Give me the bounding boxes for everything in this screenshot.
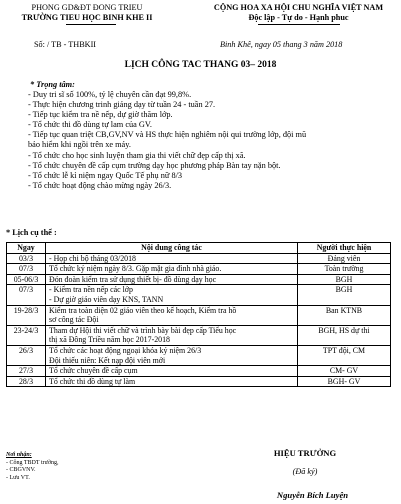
recipients-heading: Nơi nhận: — [6, 452, 32, 458]
national-motto — [196, 3, 401, 23]
focus-heading: * Trọng tâm: — [30, 80, 75, 89]
row-person: BGH- GV — [298, 376, 391, 387]
table-row — [7, 366, 391, 377]
table-header-row — [7, 243, 391, 254]
table-row — [7, 345, 391, 365]
row-content — [46, 345, 298, 365]
row-person: CM- GV — [298, 366, 391, 377]
row-date: 05-06/3 — [7, 274, 46, 285]
row-person: Toàn trường — [298, 264, 391, 275]
row-date: 19-28/3 — [7, 305, 46, 325]
row-date: 27/3 — [7, 366, 46, 377]
row-person: BGH — [298, 274, 391, 285]
nation-motto: Độc lập - Tự do - Hạnh phuc — [248, 13, 349, 22]
recipients-block — [6, 452, 59, 482]
focus-item: - Thực hiện chương trinh giảng dạy từ tuần 24 - tuần 27. — [28, 100, 216, 110]
row-content — [46, 305, 298, 325]
nation-name: CỘNG HOA XA HỘI CHU NGHĨA VIỆT NAM — [213, 3, 384, 12]
row-content — [46, 264, 298, 275]
row-date: 23-24/3 — [7, 325, 46, 345]
row-content — [46, 285, 298, 305]
column-header-content: Nội dung công tác — [46, 243, 298, 254]
content-line: sơ công tác Đội — [49, 315, 99, 325]
row-content — [46, 366, 298, 377]
row-content — [46, 253, 298, 264]
content-line: Tổ chức chuyên đề cấp cụm — [49, 366, 138, 376]
issue-date: Binh Khê, ngay 05 thang 3 năm 2018 — [220, 40, 343, 49]
table-row — [7, 274, 391, 285]
header-left-rule — [66, 24, 116, 25]
content-line: Kiểm tra toàn diện 02 giáo viên theo kế hoạch, Kiểm tra hồ — [49, 305, 237, 315]
column-header-date: Ngay — [7, 243, 46, 254]
row-date: 07/3 — [7, 264, 46, 275]
school-name: TRƯỜNG TIEU HỌC BINH KHE II — [21, 13, 153, 22]
focus-item: bảo hiểm khi ngồi trên xe máy. — [28, 140, 131, 150]
content-line: - Kiểm tra nền nếp các lớp — [49, 285, 133, 295]
focus-item: - Tiếp tục quan triệt CB,GV,NV và HS thực hiện nghiêm nội qui trường lớp, đội mũ — [28, 130, 307, 140]
row-date: 03/3 — [7, 253, 46, 264]
recipient-item: - Công TBDT trường, — [6, 459, 59, 466]
content-line: - Họp chi bộ tháng 03/2018 — [49, 253, 137, 263]
row-person: Ban KTNB — [298, 305, 391, 325]
row-content — [46, 325, 298, 345]
content-line: Tham dự Hội thi viết chữ và trình bày bài đẹp cấp Tiểu học — [49, 325, 237, 335]
content-line: Tổ chức các hoạt động ngoại khóa kỷ niệm 26/3 — [49, 345, 202, 355]
row-date: 26/3 — [7, 345, 46, 365]
table-row — [7, 376, 391, 387]
content-line: thị xã Đông Triều năm học 2017-2018 — [49, 335, 170, 345]
content-line: Đội thiếu niên: Kết nạp đội viên mới — [49, 355, 166, 365]
focus-item: - Tổ chức thi đồ dùng tự lam của GV. — [28, 120, 152, 130]
row-content — [46, 376, 298, 387]
focus-item: - Tiếp tục kiểm tra nề nếp, dự giờ thăm lớp. — [28, 110, 173, 120]
focus-item: - Duy tri sĩ số 100%, tỷ lệ chuyên cần đạt 99,8%. — [28, 90, 192, 99]
recipient-item: - Lưu VT. — [6, 474, 30, 481]
recipient-item: - CBGVNV. — [6, 467, 36, 474]
document-title: LỊCH CÔNG TAC THANG 03– 2018 — [124, 60, 277, 70]
content-line: Tổ chức thi đồ dùng tự làm — [49, 376, 136, 386]
row-date: 07/3 — [7, 285, 46, 305]
focus-item: - Tổ chức lễ kỉ niệm ngay Quốc Tế phụ nữ 8/3 — [28, 170, 183, 180]
content-line: Tổ chức kỷ niệm ngày 8/3. Gặp mặt gia đình nhà giáo. — [49, 264, 222, 274]
row-person: BGH, HS dự thi — [298, 325, 391, 345]
schedule-table — [6, 242, 391, 387]
focus-list — [28, 90, 396, 191]
row-person: TPT đội, CM — [298, 345, 391, 365]
signed-note: (Đã ký) — [292, 467, 318, 476]
row-date: 28/3 — [7, 376, 46, 387]
focus-item: - Tổ chức cho học sinh luyện tham gia thi viết chữ đẹp cấp thị xã. — [28, 150, 246, 160]
content-line: - Dự giờ giáo viên dạy KNS, TANN — [49, 294, 164, 304]
focus-item: - Tổ chức chuyên đề cấp cụm trường dạy học phương pháp Bàn tay nặn bột. — [28, 160, 281, 170]
row-content — [46, 274, 298, 285]
focus-item: - Tổ chức hoạt động chào mừng ngày 26/3. — [28, 180, 172, 190]
header-right-rule — [258, 24, 340, 25]
document-number: Số: / TB - THBKII — [34, 40, 97, 49]
issuing-office — [2, 3, 172, 23]
table-row — [7, 253, 391, 264]
department-name: PHONG GD&ĐT ĐONG TRIEU — [31, 3, 143, 12]
table-row — [7, 305, 391, 325]
row-person: BGH — [298, 285, 391, 305]
signer-role: HIỆU TRƯỞNG — [273, 448, 337, 458]
table-row — [7, 325, 391, 345]
column-header-person: Người thực hiện — [298, 243, 391, 254]
table-row — [7, 264, 391, 275]
content-line: Đón đoàn kiểm tra sử dụng thiết bị- đồ dùng dạy học — [49, 274, 217, 284]
schedule-heading: * Lịch cụ thể : — [6, 228, 57, 237]
row-person: Đảng viên — [298, 253, 391, 264]
table-row — [7, 285, 391, 305]
signer-name: Nguyễn Bích Luyện — [276, 490, 349, 500]
